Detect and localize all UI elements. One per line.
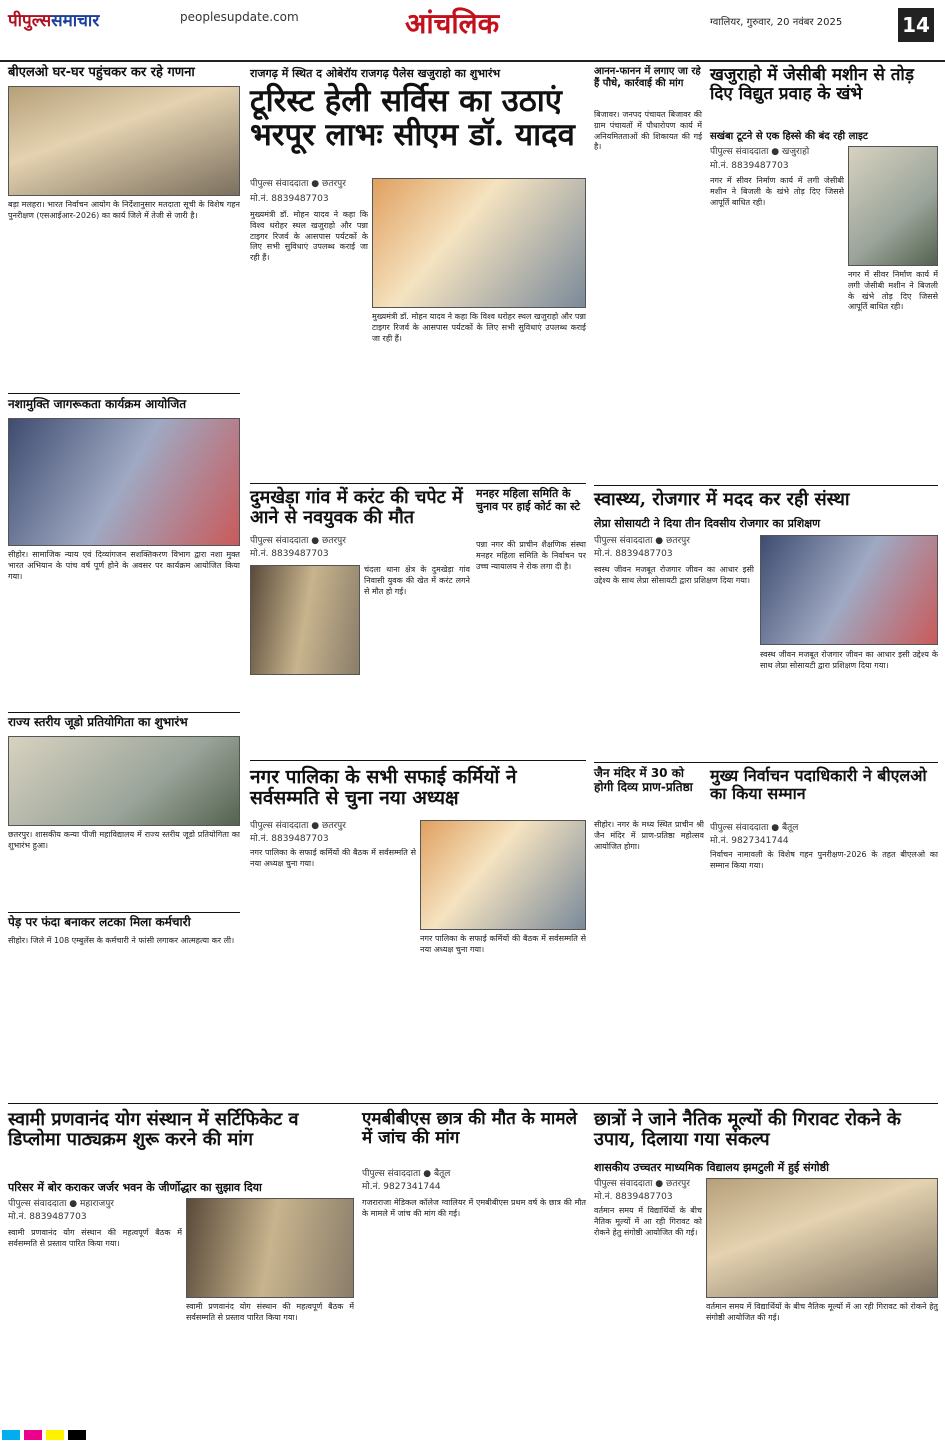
photo-naitik [706, 1178, 938, 1298]
body-naitik: वर्तमान समय में विद्यार्थियों के बीच नैतिक मूल्यों में आ रही गिरावट को रोकने हेतु संगोष्ठी आयोजित की गई। [594, 1206, 702, 1237]
headline-blo: मुख्य निर्वाचन पदाधिकारी ने बीएलओ का किया सम्मान [710, 766, 927, 803]
body-yog: स्वामी प्रणवानंद योग संस्थान की महत्वपूर्ण बैठक में सर्वसम्मति से प्रस्ताव पारित किया गया। [8, 1228, 182, 1248]
byline-karant: पीपुल्स संवाददाता ● छतरपुर [250, 536, 346, 546]
body-bla: बड़ा मलहरा। भारत निर्वाचन आयोग के निर्देशानुसार मतदाता सूची के विशेष गहन पुनरीक्षण (एसआईआर-2026) का कार्य जिले में तेजी से जारी है। [8, 200, 240, 220]
body-heli-2: मुख्यमंत्री डॉ. मोहन यादव ने कहा कि विश्व धरोहर स्थल खजुराहो और पन्ना टाइगर रिजर्व के आसपास पर्यटकों के लिए सभी सुविधाएं उपलब्ध कराई जा रही हैं। [372, 312, 586, 343]
phone-heli: मो.नं. 8839487703 [250, 194, 329, 204]
photo-karant [250, 565, 360, 675]
headline-heli: टूरिस्ट हेली सर्विस का उठाएं भरपूर लाभः सीएम डॉ. यादव [250, 83, 575, 154]
photo-nagar [420, 820, 586, 930]
body-nagar-2: नगर पालिका के सफाई कर्मियों की बैठक में सर्वसम्मति से नया अध्यक्ष चुना गया। [420, 934, 586, 954]
byline-jcb: पीपुल्स संवाददाता ● खजुराहो [710, 147, 810, 157]
photo-yog [186, 1198, 354, 1298]
dateline: ग्वालियर, गुरुवार, 20 नवंबर 2025 [710, 17, 843, 28]
byline-mbbs: पीपुल्स संवाददाता ● बैतूल [362, 1169, 451, 1179]
phone-jcb: मो.नं. 8839487703 [710, 161, 789, 171]
phone-yog: मो.नं. 8839487703 [8, 1212, 87, 1222]
photo-judo [8, 736, 240, 826]
body-jain: सीहोर। नगर के मध्य स्थित प्राचीन श्री जैन मंदिर में प्राण-प्रतिष्ठा महोत्सव आयोजित होगा। [594, 820, 704, 851]
headline-karant: दुमखेड़ा गांव में करंट की चपेट में आने से नवयुवक की मौत [250, 487, 463, 528]
section-title: आंचलिक [405, 7, 500, 40]
body-judo: छतरपुर। शासकीय कन्या पीजी महाविद्यालय में राज्य स्तरीय जूडो प्रतियोगिता का शुभारंभ हुआ। [8, 830, 240, 850]
photo-bla [8, 86, 240, 196]
body-swasthya-2: स्वस्थ जीवन मजबूत रोजगार जीवन का आधार इसी उद्देश्य के साथ लेप्रा सोसायटी द्वारा प्रशिक्षण दिया गया। [760, 650, 938, 670]
body-mbbs: गजराराजा मेडिकल कॉलेज ग्वालियर में एमबीबीएस प्रथम वर्ष के छात्र की मौत के मामले में जांच की मांग की गई। [362, 1198, 586, 1218]
phone-swasthya: मो.नं. 8839487703 [594, 549, 673, 559]
phone-nagar: मो.नं. 8839487703 [250, 834, 329, 844]
photo-heli [372, 178, 586, 308]
phone-blo: मो.नं. 9827341744 [710, 836, 789, 846]
body-paudhe: बिजावर। जनपद पंचायत बिजावर की ग्राम पंचायतों में पौधारोपण कार्य में अनियमितताओं की शिकायत की गई है। [594, 110, 702, 152]
body-blo: निर्वाचन नामावली के विशेष गहन पुनरीक्षण-2026 के तहत बीएलओ का सम्मान किया गया। [710, 850, 938, 870]
body-ped: सीहोर। जिले में 108 एम्बुलेंस के कर्मचारी ने फांसी लगाकर आत्महत्या कर ली। [8, 936, 235, 945]
body-yog-2: स्वामी प्रणवानंद योग संस्थान की महत्वपूर्ण बैठक में सर्वसम्मति से प्रस्ताव पारित किया गया। [186, 1302, 354, 1322]
headline-judo: राज्य स्तरीय जूडो प्रतियोगिता का शुभारंभ [8, 715, 188, 729]
headline-yog: स्वामी प्रणवानंद योग संस्थान में सर्टिफिकेट व डिप्लोमा पाठ्यक्रम शुरू करने की मांग [8, 1109, 299, 1150]
body-nasha: सीहोर। सामाजिक न्याय एवं दिव्यांगजन सशक्तिकरण विभाग द्वारा नशा मुक्त भारत अभियान के पांच वर्ष पूर्ण होने के अवसर पर कार्यक्रम आयोजित किया गया। [8, 550, 240, 581]
phone-karant: मो.नं. 8839487703 [250, 549, 329, 559]
photo-nasha [8, 418, 240, 546]
photo-swasthya [760, 535, 938, 645]
subhead-yog: परिसर में बोर कराकर जर्जर भवन के जीर्णोद्धार का सुझाव दिया [8, 1181, 262, 1194]
kicker-heli: राजगढ़ में स्थित द ओबेरॉय राजगढ़ पैलेस खजुराहो का शुभारंभ [250, 67, 501, 80]
subhead-jcb: सखंबा टूटने से एक हिस्से की बंद रही लाइट [710, 131, 868, 142]
headline-jcb: खजुराहो में जेसीबी मशीन से तोड़ दिए विद्युत प्रवाह के खंभे [710, 65, 914, 104]
subhead-naitik: शासकीय उच्चतर माध्यमिक विद्यालय झमटुली में हुई संगोष्ठी [594, 1161, 829, 1174]
photo-jcb [848, 146, 938, 266]
headline-jain: जैन मंदिर में 30 को होगी दिव्य प्राण-प्रतिष्ठा [594, 766, 693, 794]
masthead [0, 0, 945, 62]
headline-nasha: नशामुक्ति जागरूकता कार्यक्रम आयोजित [8, 397, 187, 411]
body-naitik-2: वर्तमान समय में विद्यार्थियों के बीच नैतिक मूल्यों में आ रही गिरावट को रोकने हेतु संगोष्ठी आयोजित की गई। [706, 1302, 938, 1322]
byline-swasthya: पीपुल्स संवाददाता ● छतरपुर [594, 536, 690, 546]
paper-logo: पीपुल्ससमाचार [8, 11, 100, 31]
byline-yog: पीपुल्स संवाददाता ● महाराजपुर [8, 1199, 114, 1209]
body-karant: चंदला थाना क्षेत्र के दुमखेड़ा गांव निवासी युवक की खेत में करंट लगने से मौत हो गई। [364, 565, 470, 596]
phone-mbbs: मो.नं. 9827341744 [362, 1182, 441, 1192]
byline-blo: पीपुल्स संवाददाता ● बैतूल [710, 823, 799, 833]
body-jcb: नगर में सीवर निर्माण कार्य में लगी जेसीबी मशीन ने बिजली के खंभे तोड़ दिए जिससे आपूर्ति बाधित रही। [710, 176, 844, 207]
headline-swasthya: स्वास्थ्य, रोजगार में मदद कर रही संस्था [594, 489, 850, 510]
headline-bla: बीएलओ घर-घर पहुंचकर कर रहे गणना [8, 65, 195, 80]
headline-mahila: मनहर महिला समिति के चुनाव पर हाई कोर्ट का स्टे [476, 487, 581, 513]
body-nagar: नगर पालिका के सफाई कर्मियों की बैठक में सर्वसम्मति से नया अध्यक्ष चुना गया। [250, 848, 416, 868]
body-heli: मुख्यमंत्री डॉ. मोहन यादव ने कहा कि विश्व धरोहर स्थल खजुराहो और पन्ना टाइगर रिजर्व के आसपास पर्यटकों के लिए सभी सुविधाएं उपलब्ध कराई जा रही हैं। [250, 210, 368, 263]
byline-naitik: पीपुल्स संवाददाता ● छतरपुर [594, 1179, 690, 1189]
color-registration-bar [0, 1425, 945, 1445]
headline-mbbs: एमबीबीएस छात्र की मौत के मामले में जांच की मांग [362, 1109, 578, 1148]
headline-paudhe: आनन-फानन में लगाए जा रहे हैं पौधे, कार्रवाई की मांग [594, 66, 701, 89]
body-mahila: पन्ना नगर की प्राचीन शैक्षणिक संस्था मनहर महिला समिति के निर्वाचन पर उच्च न्यायालय ने रोक लगा दी है। [476, 540, 586, 571]
headline-ped: पेड़ पर फंदा बनाकर लटका मिला कर्मचारी [8, 915, 191, 929]
body-jcb-2: नगर में सीवर निर्माण कार्य में लगी जेसीबी मशीन ने बिजली के खंभे तोड़ दिए जिससे आपूर्ति बाधित रही। [848, 270, 938, 312]
page-number: 14 [898, 8, 934, 42]
phone-naitik: मो.नं. 8839487703 [594, 1192, 673, 1202]
byline-nagar: पीपुल्स संवाददाता ● छतरपुर [250, 821, 346, 831]
body-swasthya: स्वस्थ जीवन मजबूत रोजगार जीवन का आधार इसी उद्देश्य के साथ लेप्रा सोसायटी द्वारा प्रशिक्षण दिया गया। [594, 565, 754, 585]
byline-heli: पीपुल्स संवाददाता ● छतरपुर [250, 179, 346, 189]
site-url[interactable]: peoplesupdate.com [180, 10, 299, 24]
headline-nagar: नगर पालिका के सभी सफाई कर्मियों ने सर्वसम्मति से चुना नया अध्यक्ष [250, 766, 517, 809]
headline-naitik: छात्रों ने जाने नैतिक मूल्यों की गिरावट रोकने के उपाय, दिलाया गया संकल्प [594, 1109, 901, 1150]
subhead-swasthya: लेप्रा सोसायटी ने दिया तीन दिवसीय रोजगार का प्रशिक्षण [594, 517, 821, 530]
